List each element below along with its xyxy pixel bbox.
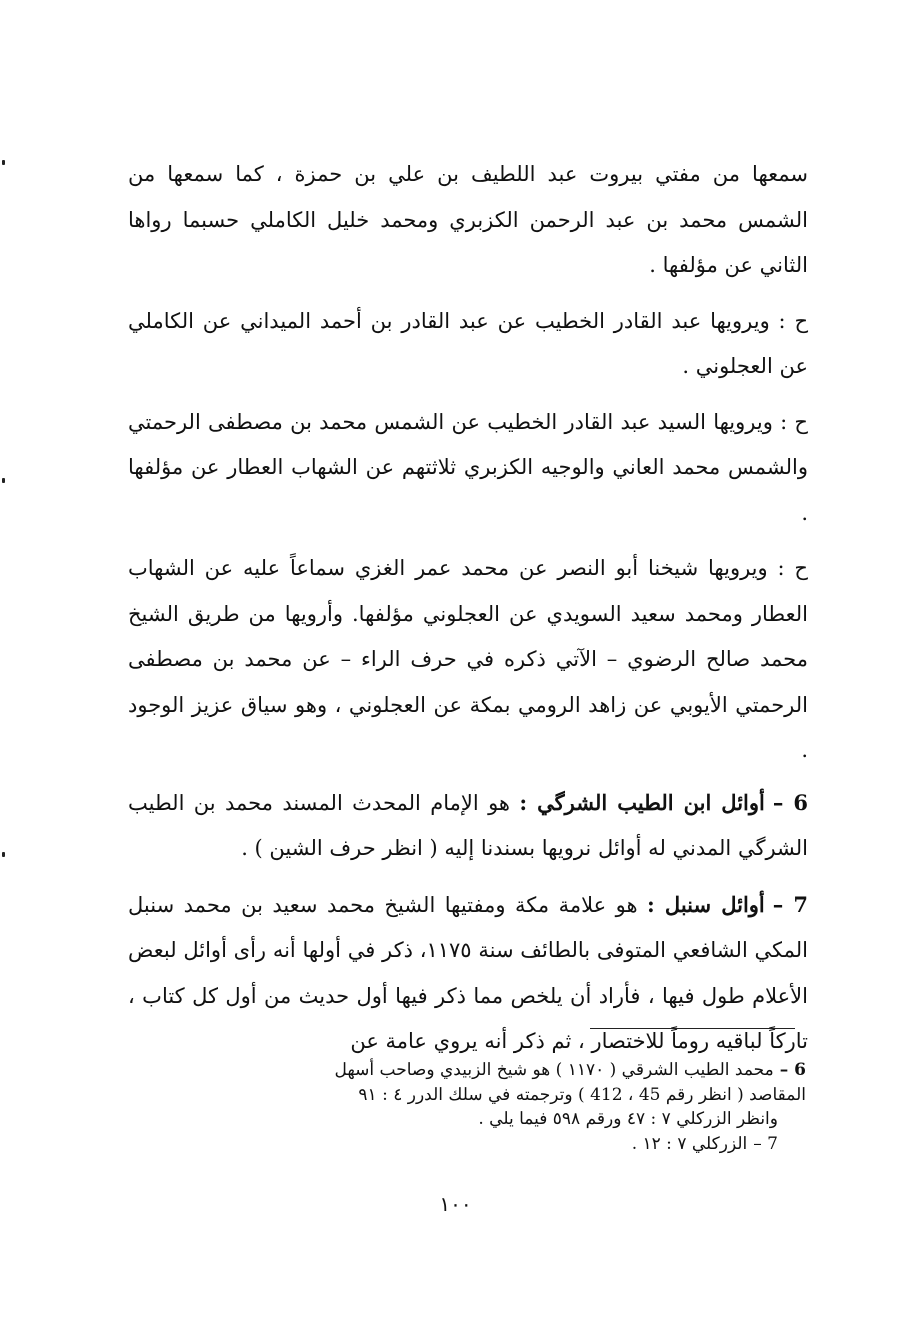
margin-speck <box>2 478 5 483</box>
section-number: 6 – <box>772 789 808 815</box>
paragraph-2: ح : ويرويها عبد القادر الخطيب عن عبد القادر بن أحمد الميداني عن الكاملي عن العجلوني . <box>128 308 808 378</box>
page-number: ١٠٠ <box>439 1192 472 1216</box>
margin-speck <box>2 160 5 165</box>
main-text-block <box>128 152 808 1065</box>
footnote-number: 7 – <box>753 1133 778 1154</box>
paragraph-4: ح : ويرويها شيخنا أبو النصر عن محمد عمر الغزي سماعاً عليه عن الشهاب العطار ومحمد سعيد السويدي عن العجلوني مؤلفها. وأرويها من طريق الشيخ محمد صالح الرضوي – الآتي ذكره في حرف الراء – عن محمد بن مصطفى الرحمتي الأيوبي عن زاهد الرومي بمكة عن العجلوني ، وهو سياق عزيز الوجود . <box>128 556 808 762</box>
section-text: هو الإمام المحدث المسند محمد بن الطيب الشرگي المدني له أوائل نرويها بسندنا إليه ( انظر حرف الشين ) . <box>128 790 808 860</box>
footnote-separator <box>590 1028 795 1029</box>
paragraph-1: سمعها من مفتي بيروت عبد اللطيف بن علي بن حمزة ، كما سمعها من الشمس محمد بن عبد الرحمن الكزبري ومحمد خليل الكاملي حسبما رواها الثاني عن مؤلفها . <box>128 162 808 277</box>
footnote-6-line-3: وانظر الزركلي ٧ : ٤٧ ورقم ٥٩٨ فيما يلي . <box>478 1109 778 1129</box>
section-heading: أوائل ابن الطيب الشرگي : <box>519 789 765 815</box>
section-number: 7 – <box>772 891 809 917</box>
section-heading: أوائل سنبل : <box>647 891 765 917</box>
section-7 <box>128 882 808 1065</box>
paragraph-3: ح : ويرويها السيد عبد القادر الخطيب عن الشمس محمد بن مصطفى الرحمتي والشمس محمد العاني والوجيه الكزبري ثلاثتهم عن الشهاب العطار عن مؤلفها . <box>128 409 808 525</box>
footnotes <box>126 1058 806 1156</box>
footnote-number: 6 – <box>779 1060 806 1080</box>
footnote-7: 7 –الزركلي ٧ : ١٢ . <box>631 1133 778 1154</box>
section-text: هو علامة مكة ومفتيها الشيخ محمد سعيد بن محمد سنبل المكي الشافعي المتوفى بالطائف سنة ١١٧٥، ذكر في أولها أنه رأى أوائل لبعض الأعلام طول فيها ، فأراد أن يلخص مما ذكر فيها أول حديث من أول كل كتاب ، تاركاً لباقيه روماً للاختصار ، ثم ذكر أنه يروي عامة عن <box>128 892 809 1053</box>
section-6 <box>128 780 808 872</box>
footnote-6-line-1: 6 –محمد الطيب الشرقي ( ١١٧٠ ) هو شيخ الزبيدي وصاحب أسهل <box>334 1060 806 1080</box>
footnote-6-line-2: المقاصد ( انظر رقم 45 ، 412 ) وترجمته في سلك الدرر ٤ : ٩١ <box>358 1084 806 1105</box>
margin-speck <box>2 852 5 857</box>
